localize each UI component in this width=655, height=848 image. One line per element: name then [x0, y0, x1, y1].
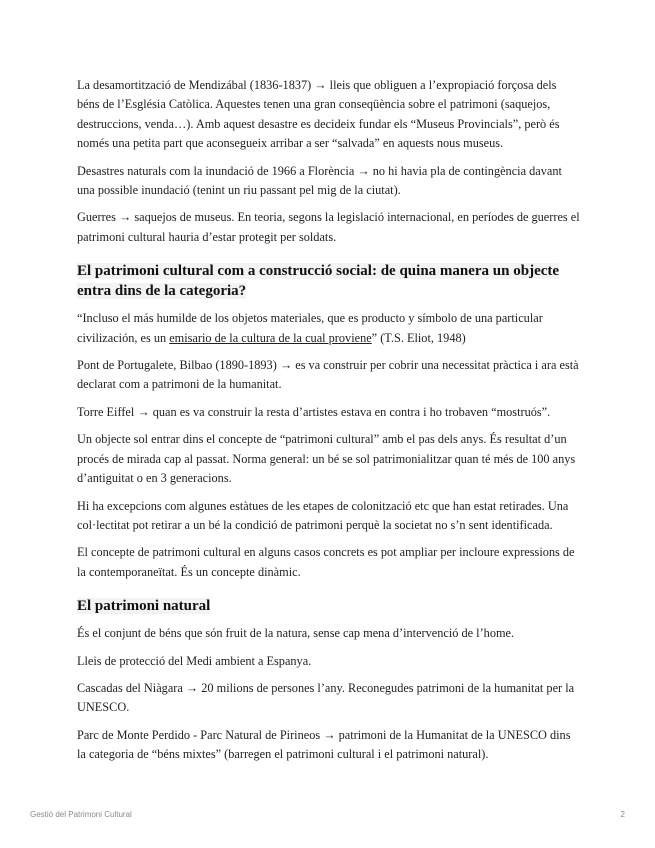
paragraph-lleis-proteccio: Lleis de protecció del Medi ambient a Espanya. [77, 653, 312, 668]
paragraph-desamortitzacio: La desamortització de Mendizábal (1836-1837) → lleis que obliguen a l’expropiació forçosa dels béns de l’Església Catòlica. Aquestes tenen una gran conseqüència sobre el patrimoni (saquejos, destruccions, venda…). Amb aquest desastre es decideix fundar els “Museus Provincials”, però és només una petita part que aconsegueix arribar a ser “salvada” en aquests nous museus. [77, 78, 560, 151]
paragraph-pont-portugalete: Pont de Portugalete, Bilbao (1890-1893) → es va construir per cobrir una necessitat pràctica i ara està declarat com a patrimoni de la humanitat. [77, 358, 579, 392]
heading-text: El patrimoni natural [77, 598, 211, 615]
paragraph-excepcions: Hi ha excepcions com algunes estàtues de les etapes de colonització etc que han estat retirades. Una col·lectitat pot retirar a un bé la condició de patrimoni perquè la societat no s’n sent identificada. [77, 498, 569, 532]
quote-text-start: “Incluso el más humilde de los objetos materiales, que es producto y símbolo de una particular civilización, es un [77, 311, 543, 345]
heading-text: El patrimoni cultural com a construcció social: de quina manera un objecte entra dins de la categoria? [77, 263, 560, 300]
page-content [77, 76, 580, 773]
footer-document-title: Gestió del Patrimoni Cultural [30, 810, 132, 819]
paragraph-torre-eiffel: Torre Eiffel → quan es va construir la resta d’artistes estava en contra i ho trobaven “mostruós”. [77, 404, 551, 419]
section-heading-patrimoni-natural [77, 596, 580, 616]
footer-page-number: 2 [620, 810, 625, 819]
quote-citation: ” (T.S. Eliot, 1948) [371, 330, 466, 345]
paragraph-quote-eliot [77, 309, 580, 348]
section-heading-patrimoni-cultural [77, 261, 580, 301]
quote-underlined-text: emisario de la cultura de la cual proviene [169, 330, 372, 345]
paragraph-monte-perdido: Parc de Monte Perdido - Parc Natural de Pirineos → patrimoni de la Humanitat de la UNESCO dins la categoria de “béns mixtes” (barregen el patrimoni cultural i el patrimoni natural). [77, 727, 571, 762]
paragraph-definicio-natural: És el conjunt de béns que són fruit de la natura, sense cap mena d’intervenció de l’home. [77, 626, 515, 641]
paragraph-desastres-naturals: Desastres naturals com la inundació de 1966 a Florència → no hi havia pla de contingència davant una possible inundació (tenint un riu passant pel mig de la ciutat). [77, 163, 562, 198]
paragraph-objecte-concepte: Un objecte sol entrar dins el concepte de “patrimoni cultural” amb el pas dels anys. És resultat d’un procés de mirada cap al passat. Norma general: un bé se sol patrimonialitzar quan té més de 100 anys d’antiguitat o en 3 generacions. [77, 432, 576, 486]
paragraph-cascadas-niagara: Cascadas del Niàgara → 20 milions de persones l’any. Reconegudes patrimoni de la humanitat per la UNESCO. [77, 680, 575, 715]
paragraph-concepte-dinamic: El concepte de patrimoni cultural en alguns casos concrets es pot ampliar per incloure expressions de la contemporaneïtat. És un concepte dinàmic. [77, 545, 575, 579]
paragraph-guerres: Guerres → saquejos de museus. En teoria, segons la legislació internacional, en períodes de guerres el patrimoni cultural hauria d’estar protegit per soldats. [77, 210, 580, 244]
